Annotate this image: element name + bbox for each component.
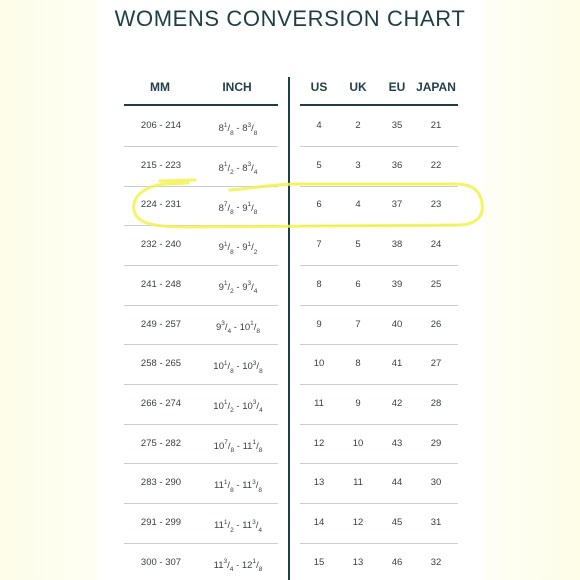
header-mm: MM: [150, 80, 170, 94]
cell-japan: 31: [430, 517, 442, 528]
cell-mm: 241 - 248: [140, 278, 182, 290]
cell-eu: 38: [391, 239, 403, 251]
cell-eu: 37: [391, 199, 403, 211]
cell-mm: 215 - 223: [140, 159, 182, 171]
cell-eu: 41: [391, 358, 403, 370]
fraction-value: $10^1/_8$: [213, 359, 234, 375]
cell-japan: 29: [430, 437, 442, 449]
fraction-value: $9^3/_4$: [242, 280, 258, 296]
cell-inch: $10^1/_2 - 10^3/_4$: [213, 399, 263, 415]
cell-uk: 11: [353, 477, 363, 489]
row-divider-left: [124, 344, 278, 345]
row-divider-left: [124, 186, 278, 187]
yellow-glow-right: [480, 0, 580, 580]
row-divider-right: [300, 503, 458, 504]
cell-uk: 12: [352, 517, 364, 528]
row-divider-left: [124, 463, 278, 464]
row-divider-right: [300, 543, 458, 544]
row-divider-right: [300, 463, 458, 464]
cell-mm: 249 - 257: [140, 318, 182, 330]
fraction-value: $8^1/_8$: [218, 121, 234, 137]
fraction-value: $11^3/_8$: [242, 478, 262, 494]
row-divider-right: [300, 424, 458, 425]
cell-eu: 43: [391, 437, 403, 449]
fraction-value: $8^7/_8$: [218, 200, 234, 216]
fraction-value: $9^1/_2$: [218, 280, 234, 296]
cell-inch: $9^1/_8 - 9^1/_2$: [218, 240, 258, 256]
cell-uk: 5: [355, 239, 361, 251]
row-divider-left: [124, 384, 278, 385]
cell-japan: 21: [430, 120, 442, 131]
cell-eu: 46: [391, 556, 403, 568]
cell-uk: 13: [352, 556, 364, 568]
row-divider-left: [124, 146, 278, 147]
cell-inch: $8^1/_8 - 8^3/_8$: [218, 121, 258, 137]
fraction-value: $12^1/_8$: [241, 558, 263, 574]
fraction-value: $9^1/_2$: [242, 240, 258, 256]
cell-mm: 275 - 282: [140, 437, 182, 449]
cell-inch: $11^1/_8 - 11^3/_8$: [214, 478, 262, 494]
cell-mm: 232 - 240: [140, 239, 182, 251]
cell-uk: 2: [355, 120, 361, 131]
cell-us: 8: [316, 278, 322, 290]
cell-eu: 39: [391, 278, 403, 290]
yellow-glow-left: [0, 0, 110, 580]
row-divider-left: [124, 503, 278, 504]
cell-uk: 6: [355, 278, 361, 290]
row-divider-left: [124, 305, 278, 306]
row-divider-right: [300, 265, 458, 266]
fraction-value: $9^1/_8$: [218, 240, 234, 256]
cell-japan: 23: [430, 199, 442, 211]
cell-us: 12: [313, 437, 325, 449]
cell-eu: 35: [391, 120, 403, 131]
fraction-value: $10^3/_4$: [242, 399, 263, 415]
cell-us: 5: [316, 159, 322, 171]
row-divider-right: [300, 186, 458, 187]
cell-japan: 25: [430, 278, 442, 290]
cell-japan: 30: [430, 477, 442, 489]
cell-inch: $11^1/_2 - 11^3/_4$: [214, 518, 262, 534]
cell-eu: 45: [391, 517, 403, 528]
fraction-value: $10^3/_8$: [242, 359, 263, 375]
cell-us: 14: [313, 517, 325, 528]
row-divider-right: [300, 146, 458, 147]
header-rule-right: [300, 104, 458, 106]
cell-inch: $8^1/_2 - 8^3/_4$: [218, 161, 258, 177]
row-divider-right: [300, 225, 458, 226]
cell-uk: 3: [355, 159, 361, 171]
cell-inch: $9^1/_2 - 9^3/_4$: [218, 280, 258, 296]
fraction-value: $8^3/_8$: [242, 121, 258, 137]
cell-us: 15: [313, 556, 325, 568]
fraction-value: $8^1/_2$: [218, 161, 234, 177]
cell-japan: 22: [430, 159, 442, 171]
fraction-value: $11^3/_4$: [242, 518, 262, 534]
row-divider-left: [124, 225, 278, 226]
cell-inch: $8^7/_8 - 9^1/_8$: [218, 200, 258, 216]
cell-mm: 291 - 299: [140, 517, 182, 528]
cell-us: 4: [316, 120, 322, 131]
cell-uk: 8: [355, 358, 361, 370]
cell-inch: $9^3/_4 - 10^1/_8$: [215, 320, 261, 336]
cell-uk: 7: [355, 318, 361, 330]
cell-inch: $10^7/_8 - 11^1/_8$: [213, 439, 263, 455]
cell-eu: 44: [391, 477, 403, 489]
header-us: US: [310, 80, 328, 94]
cell-mm: 283 - 290: [140, 477, 182, 489]
fraction-value: $10^1/_2$: [213, 399, 234, 415]
cell-us: 10: [313, 358, 325, 370]
fraction-value: $11^1/_8$: [214, 478, 234, 494]
cell-eu: 40: [391, 318, 403, 330]
cell-uk: 10: [352, 437, 364, 449]
cell-japan: 28: [430, 397, 442, 409]
cell-us: 13: [313, 477, 325, 489]
cell-us: 6: [316, 199, 322, 211]
fraction-value: $11^1/_2$: [214, 518, 234, 534]
cell-us: 11: [314, 397, 324, 409]
row-divider-left: [124, 265, 278, 266]
cell-mm: 258 - 265: [140, 358, 182, 370]
cell-uk: 9: [355, 397, 361, 409]
cell-mm: 224 - 231: [140, 199, 182, 211]
header-eu: EU: [388, 80, 406, 94]
fraction-value: $11^1/_8$: [242, 439, 263, 455]
cell-japan: 26: [430, 318, 442, 330]
cell-eu: 42: [391, 397, 403, 409]
fraction-value: $8^3/_4$: [242, 161, 258, 177]
cell-mm: 206 - 214: [140, 120, 182, 131]
cell-us: 7: [316, 239, 322, 251]
cell-uk: 4: [355, 199, 361, 211]
row-divider-right: [300, 384, 458, 385]
cell-japan: 24: [430, 239, 442, 251]
cell-eu: 36: [391, 159, 403, 171]
column-divider: [288, 77, 290, 580]
header-inch: INCH: [222, 80, 252, 94]
header-rule-left: [124, 104, 278, 106]
fraction-value: $11^3/_4$: [213, 558, 234, 574]
row-divider-right: [300, 305, 458, 306]
header-japan: JAPAN: [416, 80, 456, 94]
cell-inch: $11^3/_4 - 12^1/_8$: [213, 558, 263, 574]
cell-japan: 32: [430, 556, 442, 568]
fraction-value: $10^7/_8$: [213, 439, 235, 455]
row-divider-left: [124, 424, 278, 425]
cell-inch: $10^1/_8 - 10^3/_8$: [213, 359, 263, 375]
cell-mm: 266 - 274: [140, 397, 182, 409]
cell-japan: 27: [430, 358, 442, 370]
cell-us: 9: [316, 318, 322, 330]
chart-title: WOMENS CONVERSION CHART: [114, 6, 466, 31]
row-divider-right: [300, 344, 458, 345]
fraction-value: $10^1/_8$: [239, 320, 261, 336]
row-divider-left: [124, 543, 278, 544]
cell-mm: 300 - 307: [140, 556, 182, 568]
fraction-value: $9^3/_4$: [215, 320, 232, 336]
fraction-value: $9^1/_8$: [242, 200, 258, 216]
header-uk: UK: [349, 80, 367, 94]
